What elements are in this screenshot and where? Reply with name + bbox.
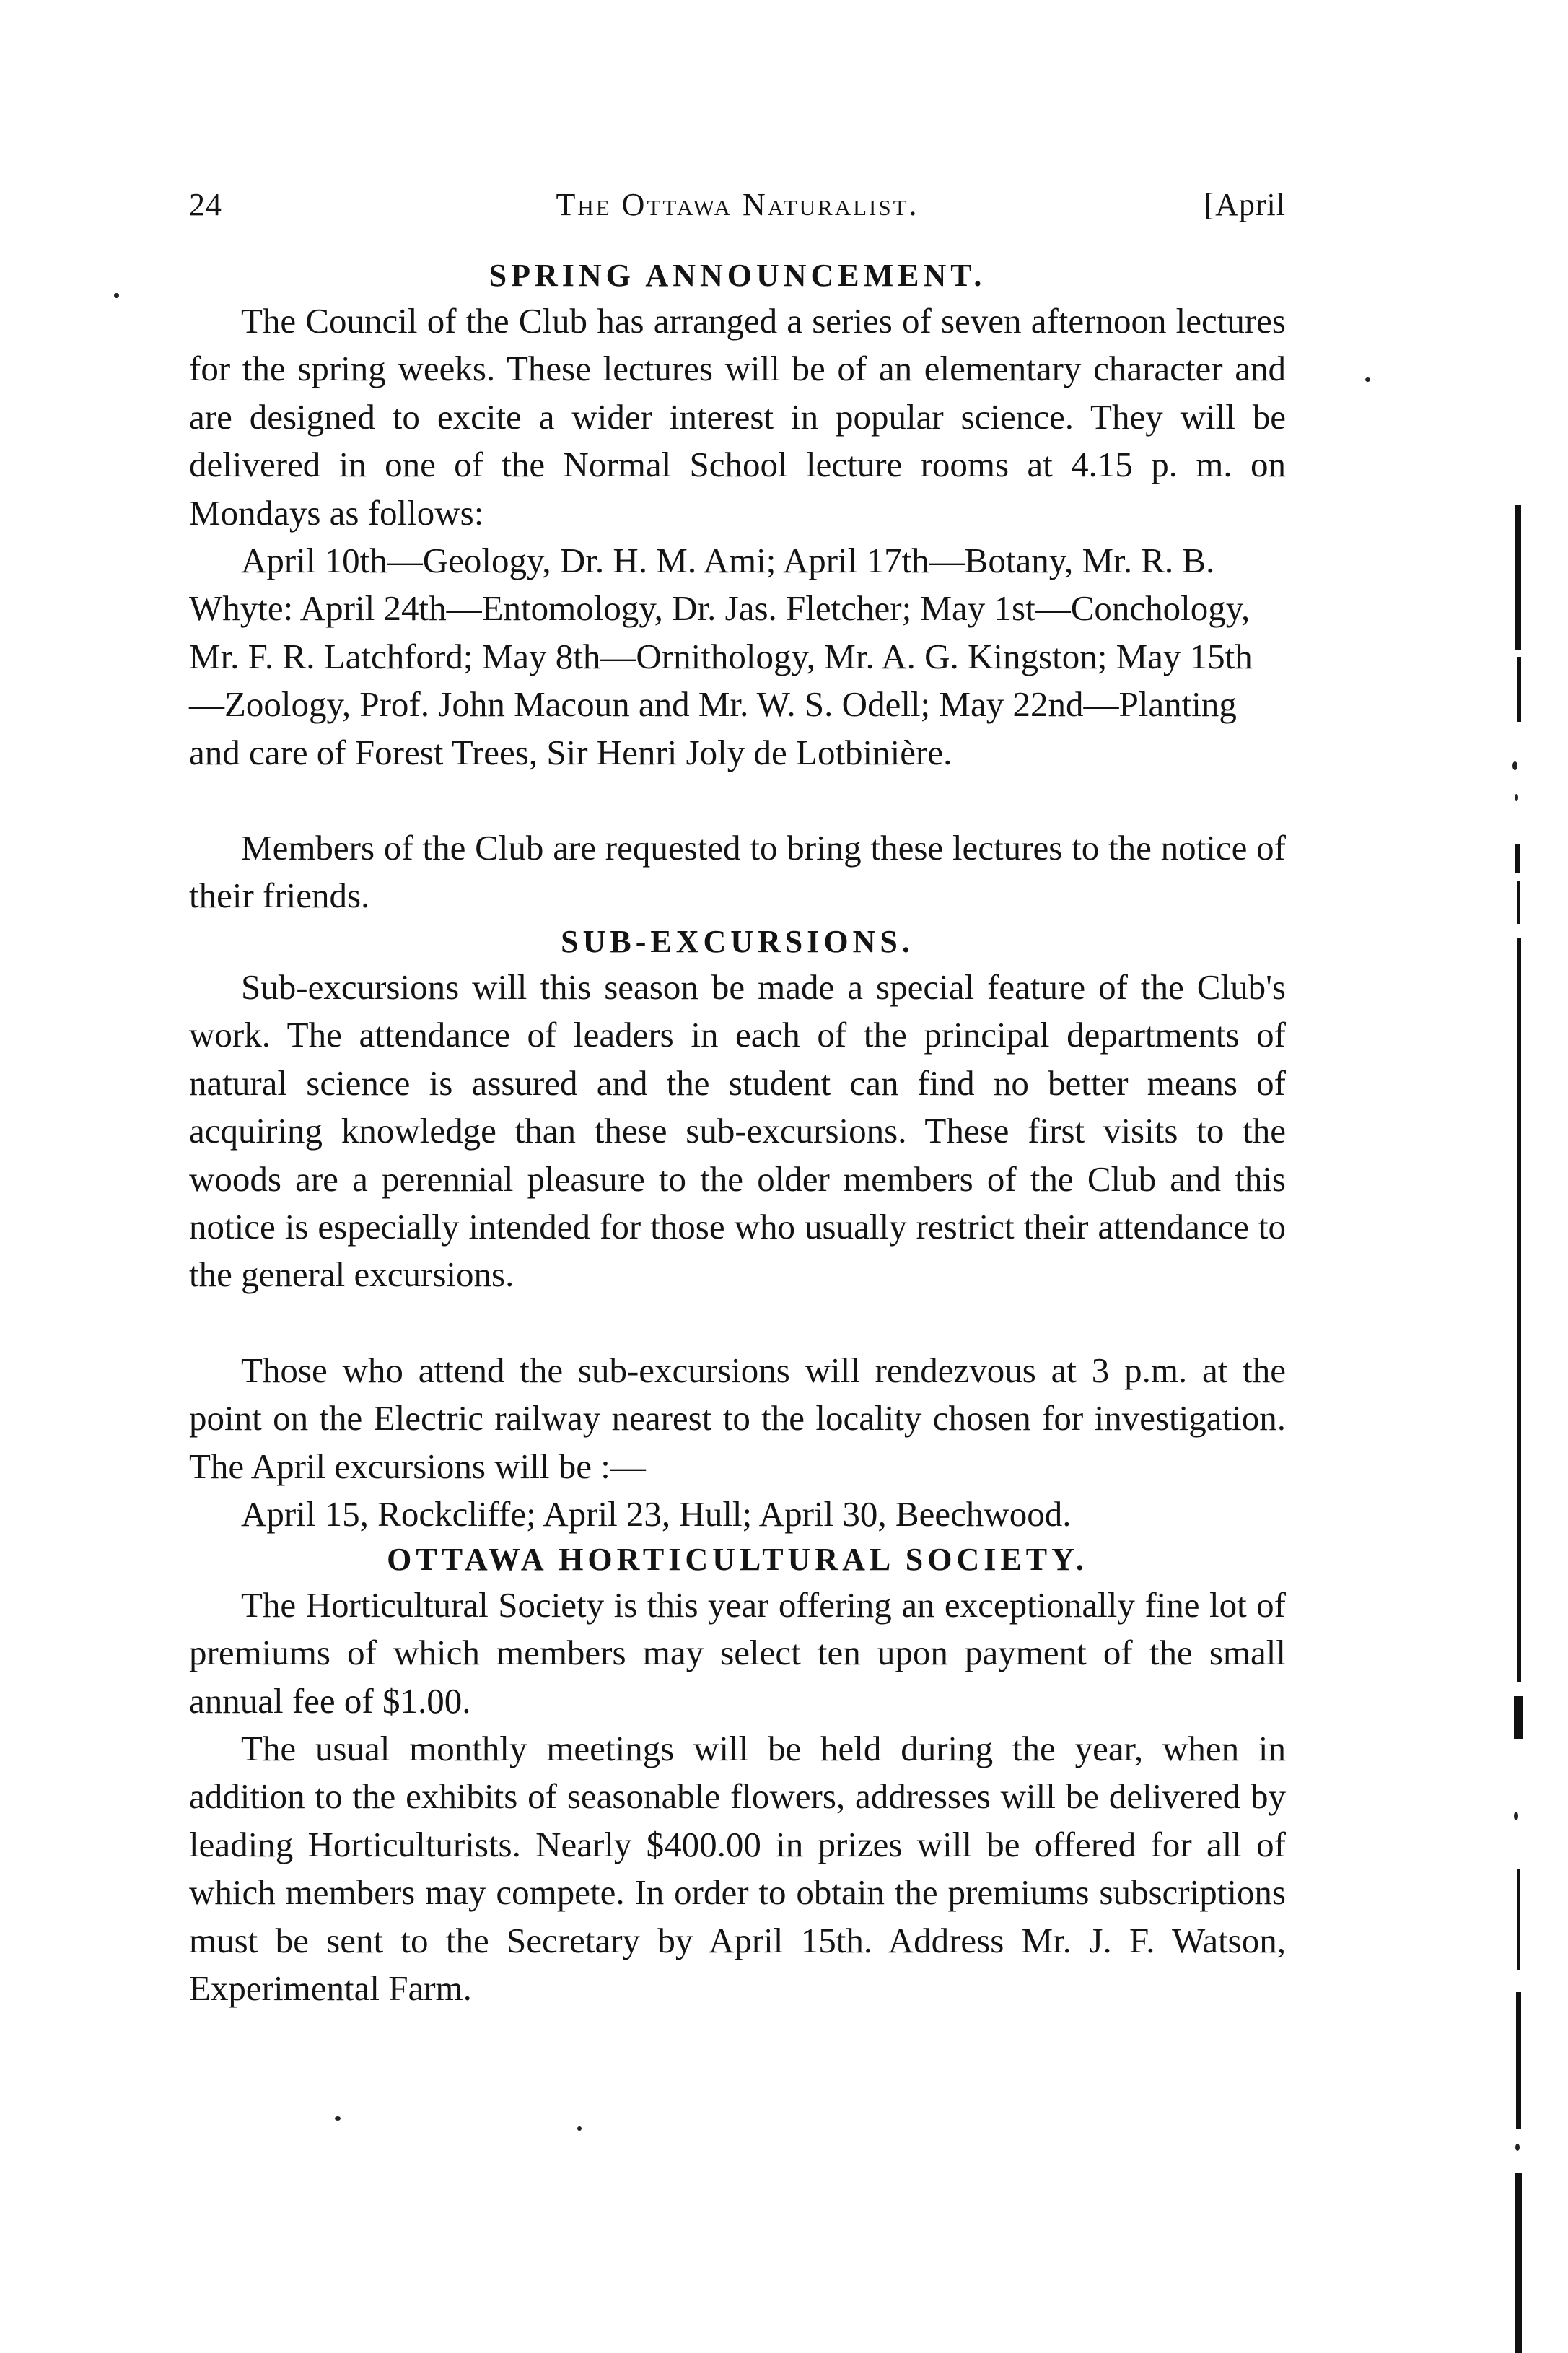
- horticultural-society-section: [189, 1538, 1286, 2012]
- paragraph: The Council of the Club has arranged a series of seven afternoon lectures for the spring weeks. These lectures will be of an elementary character and are designed to excite a wider interest in popular science. They will be delivered in one of the Normal School lecture rooms at 4.15 p. m. on Mondays as follows:: [189, 301, 1286, 533]
- running-head: [189, 186, 1286, 237]
- section-heading: SUB-EXCURSIONS.: [561, 924, 914, 959]
- stray-mark: [1365, 377, 1370, 382]
- spring-announcement-section: [189, 254, 1286, 920]
- page-number: 24: [189, 187, 222, 222]
- paragraph: The usual monthly meetings will be held during the year, when in addition to the exhibits of seasonable flowers, addresses will be delivered by leading Horticulturists. Nearly $400.00 in prizes will be offered for all of which members may compete. In order to obtain the premiums subscriptions must be sent to the Secretary by April 15th. Address Mr. J. F. Watson, Experimental Farm.: [189, 1729, 1286, 2009]
- paragraph: Those who attend the sub-excursions will rendezvous at 3 p.m. at the point on the Electric railway nearest to the locality chosen for investigation. The April excursions will be :—: [189, 1350, 1286, 1486]
- issue-month: [April: [1204, 187, 1286, 222]
- article-body: [189, 254, 1286, 2012]
- paragraph: Sub-excursions will this season be made a special feature of the Club's work. The attendance of leaders in each of the principal departments of natural science is assured and the student can find no better means of acquiring knowledge than these sub-excursions. These first visits to the woods are a perennial pleasure to the older members of the Club and this notice is especially intended for those who usually restrict their attendance to the general excursions.: [189, 967, 1286, 1295]
- stray-mark: [577, 2126, 582, 2131]
- stray-mark: [335, 2116, 341, 2121]
- lecture-schedule: April 10th—Geology, Dr. H. M. Ami; April 17th—Botany, Mr. R. B. Whyte: April 24th—Entomology, Dr. Jas. Fletcher; May 1st—Conchology, Mr. F. R. Latchford; May 8th—Ornithology, Mr. A. G. Kingston; May 15th—Zoology, Prof. John Macoun and Mr. W. S. Odell; May 22nd—Planting and care of Forest Trees, Sir Henri Joly de Lotbinière.: [189, 541, 1253, 772]
- sub-excursions-section: [189, 920, 1286, 1538]
- paragraph: The Horticultural Society is this year offering an exceptionally fine lot of premiums of which members may select ten upon payment of the small annual fee of $1.00.: [189, 1585, 1286, 1721]
- section-heading: OTTAWA HORTICULTURAL SOCIETY.: [387, 1542, 1088, 1577]
- excursion-dates: April 15, Rockcliffe; April 23, Hull; April 30, Beechwood.: [241, 1494, 1072, 1534]
- stray-mark: [114, 293, 119, 298]
- section-heading: SPRING ANNOUNCEMENT.: [489, 258, 986, 293]
- paragraph: Members of the Club are requested to bring these lectures to the notice of their friends.: [189, 828, 1286, 916]
- scan-edge-marks: [1494, 505, 1537, 2295]
- journal-title: The Ottawa Naturalist.: [556, 187, 919, 222]
